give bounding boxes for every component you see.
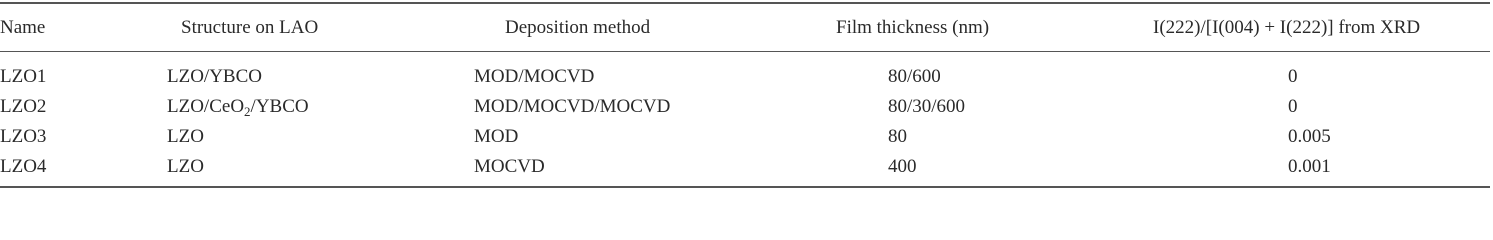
cell-ratio: 0 [1288, 66, 1298, 87]
cell-structure: LZO/YBCO [167, 66, 262, 87]
header-thickness: Film thickness (nm) [836, 17, 990, 38]
header-ratio: I(222)/[I(004) + I(222)] from XRD [1153, 17, 1421, 38]
cell-structure: LZO [167, 156, 204, 177]
cell-name: LZO2 [0, 96, 47, 117]
cell-name: LZO3 [0, 126, 47, 147]
cell-deposition: MOD/MOCVD [474, 66, 595, 87]
header-deposition: Deposition method [505, 17, 651, 38]
cell-structure [167, 96, 309, 118]
cell-deposition: MOD [474, 126, 519, 147]
table-header-rule [0, 51, 1490, 52]
cell-ratio: 0.005 [1288, 126, 1331, 147]
cell-ratio: 0 [1288, 96, 1298, 117]
cell-thickness: 80 [888, 126, 907, 147]
cell-deposition: MOD/MOCVD/MOCVD [474, 96, 671, 117]
header-name: Name [0, 17, 46, 38]
cell-thickness: 80/30/600 [888, 96, 966, 117]
cell-deposition: MOCVD [474, 156, 545, 177]
cell-thickness: 400 [888, 156, 917, 177]
cell-structure-part: LZO/CeO [167, 96, 245, 117]
cell-ratio: 0.001 [1288, 156, 1331, 177]
table-bottom-rule [0, 186, 1490, 188]
cell-structure-part: /YBCO [250, 96, 309, 117]
subscript: 2 [244, 104, 251, 119]
cell-thickness: 80/600 [888, 66, 941, 87]
cell-name: LZO1 [0, 66, 47, 87]
table-top-rule [0, 2, 1490, 4]
cell-structure: LZO [167, 126, 204, 147]
cell-name: LZO4 [0, 156, 47, 177]
header-structure: Structure on LAO [181, 17, 319, 38]
